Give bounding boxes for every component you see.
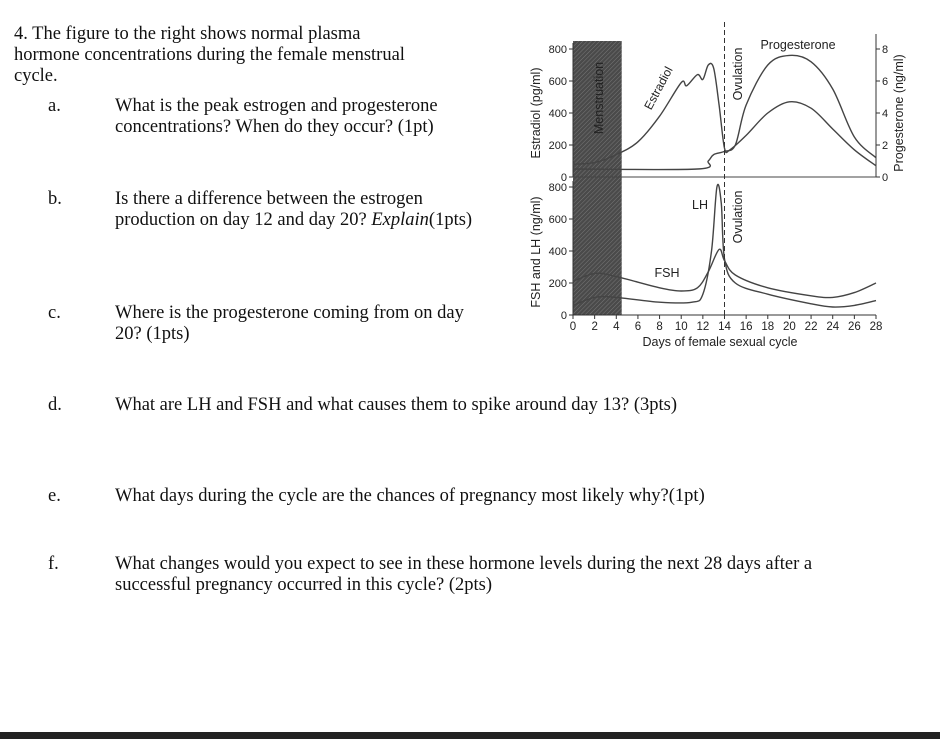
question-emphasis: Explain	[371, 210, 429, 230]
series-label-fsh: FSH	[654, 266, 680, 280]
question-text: Where is the progesterone coming from on day	[115, 303, 464, 323]
x-tick-label: 18	[761, 321, 775, 333]
y-tick-label: 800	[548, 182, 567, 194]
y-tick-label: 400	[548, 108, 567, 120]
x-axis-label: Days of female sexual cycle	[642, 335, 798, 349]
question-text: (1pts)	[428, 210, 473, 230]
series-label-progesterone: Progesterone	[760, 38, 836, 52]
question-letter: c.	[48, 303, 61, 323]
y2-tick-label: 2	[882, 140, 889, 152]
question-d: What are LH and FSH and what causes them to spike around day 13? (3pts)	[115, 395, 678, 415]
x-tick-label: 20	[783, 321, 796, 333]
y-axis-label-progesterone: Progesterone (ng/ml)	[892, 54, 906, 172]
ovulation-label-bottom: Ovulation	[731, 190, 745, 244]
question-letter: d.	[48, 395, 62, 415]
question-text: production on day 12 and day 20?	[115, 210, 372, 230]
intro-line: hormone concentrations during the female menstrual	[14, 45, 405, 65]
y-tick-label: 800	[548, 44, 567, 56]
y-axis-label-fsh-lh: FSH and LH (ng/ml)	[529, 196, 543, 308]
question-e: What days during the cycle are the chances of pregnancy most likely why?(1pt)	[115, 486, 705, 506]
x-tick-label: 2	[591, 321, 598, 333]
y-tick-label: 200	[548, 278, 567, 290]
question-letter: a.	[48, 96, 61, 116]
question-letter: b.	[48, 189, 62, 209]
y-tick-label: 600	[548, 214, 567, 226]
question-f	[115, 554, 812, 596]
x-tick-label: 4	[613, 321, 620, 333]
y-tick-label: 0	[560, 310, 567, 322]
menstruation-label: Menstruation	[592, 61, 606, 135]
x-tick-label: 16	[739, 321, 753, 333]
x-tick-label: 14	[718, 321, 731, 333]
question-text: What is the peak estrogen and progesterone	[115, 96, 438, 116]
y-tick-label: 0	[560, 172, 567, 184]
x-tick-label: 26	[847, 321, 861, 333]
intro-line: cycle.	[14, 66, 58, 86]
x-tick-label: 10	[674, 321, 688, 333]
question-text: concentrations? When do they occur? (1pt)	[115, 117, 434, 137]
x-tick-label: 12	[696, 321, 710, 333]
x-tick-label: 28	[869, 321, 883, 333]
intro-line: 4. The figure to the right shows normal plasma	[14, 24, 361, 44]
series-label-estradiol: Estradiol	[641, 64, 676, 113]
series-label-lh: LH	[692, 198, 708, 212]
x-tick-label: 8	[656, 321, 663, 333]
y-axis-label-estradiol: Estradiol (pg/ml)	[529, 67, 543, 159]
x-tick-label: 24	[826, 321, 840, 333]
y2-tick-label: 8	[882, 44, 889, 56]
x-tick-label: 0	[569, 321, 577, 333]
y-tick-label: 600	[548, 76, 567, 88]
question-text: successful pregnancy occurred in this cycle? (2pts)	[115, 575, 493, 595]
y2-tick-label: 0	[882, 172, 889, 184]
y2-tick-label: 6	[882, 76, 889, 88]
question-letter: f.	[48, 554, 59, 574]
question-text: What changes would you expect to see in these hormone levels during the next 28 days after a	[115, 554, 813, 574]
bottom-bar	[0, 732, 940, 739]
x-tick-label: 6	[634, 321, 642, 333]
question-text: 20? (1pts)	[115, 324, 190, 344]
question-text: Is there a difference between the estrogen	[115, 189, 423, 209]
ovulation-label-top: Ovulation	[731, 47, 745, 101]
x-tick-label: 22	[804, 321, 818, 333]
y-tick-label: 400	[548, 246, 567, 258]
y2-tick-label: 4	[882, 108, 889, 120]
question-letter: e.	[48, 486, 61, 506]
y-tick-label: 200	[548, 140, 567, 152]
